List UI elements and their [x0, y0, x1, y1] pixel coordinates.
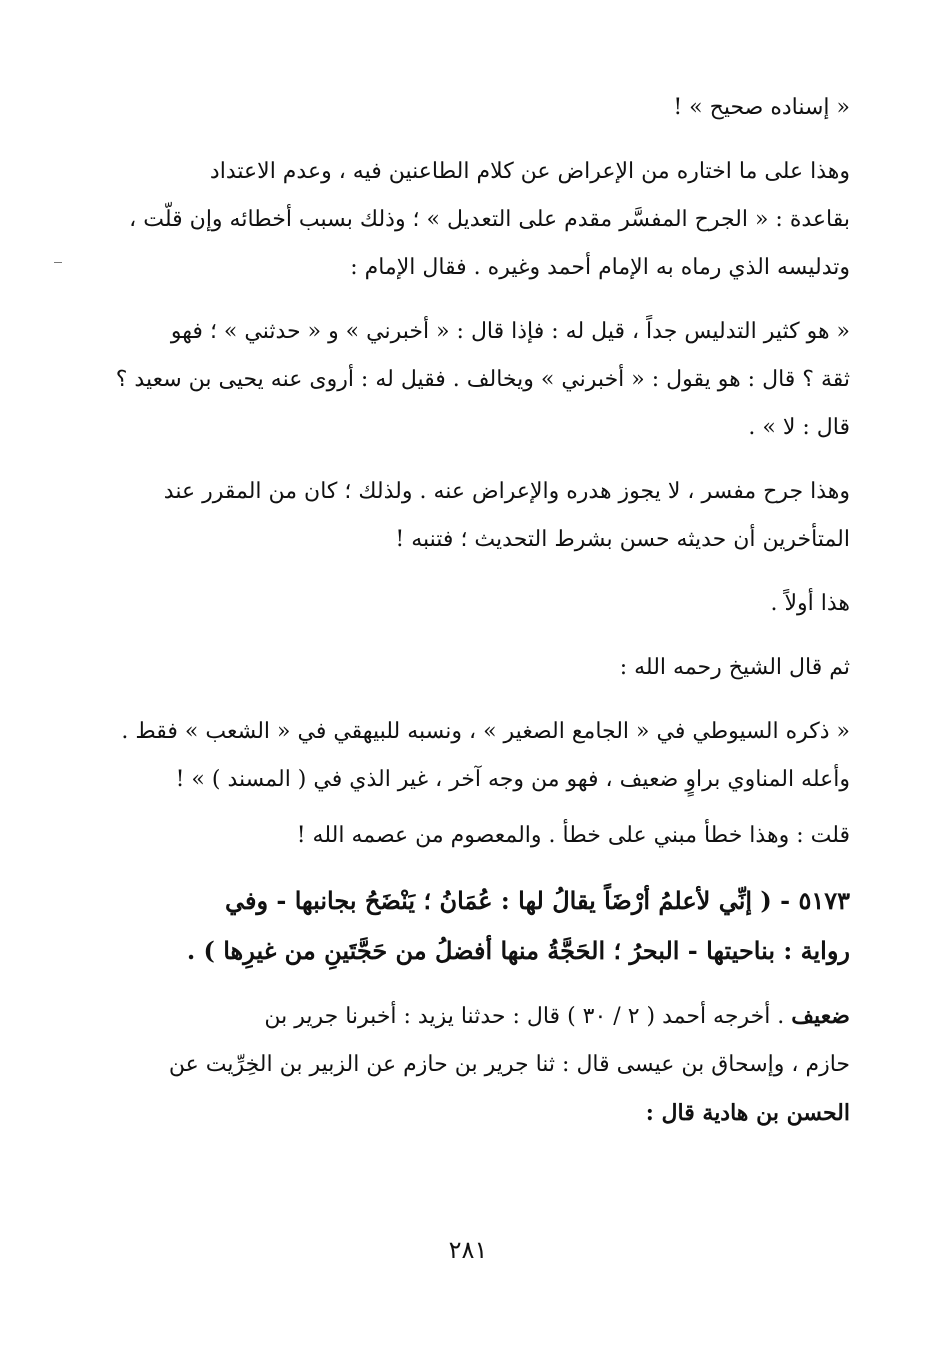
takhrij-text: . أخرجه أحمد ( ٢ / ٣٠ ) قال : حدثنا يزيد : أخبرنا جرير بن [264, 1004, 792, 1029]
text-line [108, 992, 850, 1041]
hadith-line: ٥١٧٣ - ( إنِّي لأعلمُ أرْضَاً يقالُ لها : عُمَانُ ؛ يَنْضَحُ بجانبها - وفي [225, 886, 850, 915]
text-line: قلت : وهذا خطأ مبني على خطأ . والمعصوم من عصمه الله ! [296, 823, 850, 848]
margin-mark [54, 262, 62, 263]
paragraph-khata [108, 812, 850, 860]
paragraph-shaykh-said [108, 644, 850, 692]
text-line: وهذا على ما اختاره من الإعراض عن كلام الطاعنين فيه ، وعدم الاعتداد [209, 159, 850, 184]
text-line: وأعله المناوي براوٍ ضعيف ، فهو من وجه آخر ، غير الذي في ( المسند ) » ! [175, 767, 850, 792]
text-line: قال : لا » . [748, 415, 850, 440]
paragraph-awwalan [108, 580, 850, 628]
takhrij-paragraph [108, 992, 850, 1137]
text-line: ثم قال الشيخ رحمه الله : [619, 655, 850, 680]
text-line: « هو كثير التدليس جداً ، قيل له : فإذا قال : « أخبرني » و « حدثني » ؛ فهو [170, 319, 850, 344]
text-line: هذا أولاً . [770, 591, 850, 616]
page-body [108, 84, 850, 1137]
text-line: « ذكره السيوطي في « الجامع الصغير » ، ونسبه للبيهقي في « الشعب » فقط . [121, 719, 850, 744]
text-line: ثقة ؟ قال : هو يقول : « أخبرني » ويخالف . فقيل له : أروى عنه يحيى بن سعيد ؟ [115, 367, 850, 392]
quote-isnad [108, 84, 850, 132]
text-line: الحسن بن هادية قال : [645, 1100, 850, 1126]
hadith-text [108, 876, 850, 976]
quote-suyuti [108, 708, 850, 804]
page-number: ٢٨١ [448, 1236, 488, 1264]
hadith-line: رواية : بناحيتها - البحرُ ؛ الحَجَّةُ منها أفضلُ من حَجَّتَينِ من غيرِها ) . [186, 936, 850, 965]
text-line: وهذا جرح مفسر ، لا يجوز هدره والإعراض عنه . ولذلك ؛ كان من المقرر عند [163, 479, 850, 504]
paragraph-irad [108, 148, 850, 292]
quote-imam-ahmad [108, 308, 850, 452]
text-line: وتدليسه الذي رماه به الإمام أحمد وغيره . فقال الإمام : [350, 255, 850, 280]
grading-label: ضعيف [791, 1003, 850, 1029]
text-line: بقاعدة : « الجرح المفسَّر مقدم على التعديل » ؛ وذلك بسبب أخطائه وإن قلّت ، [129, 207, 850, 232]
text-line: حازم ، وإسحاق بن عيسى قال : ثنا جرير بن حازم عن الزبير بن الخِرِّيت عن [168, 1052, 850, 1077]
text-line: « إسناده صحيح » ! [673, 95, 850, 120]
text-line: المتأخرين أن حديثه حسن بشرط التحديث ؛ فتنبه ! [395, 527, 850, 552]
paragraph-jarh-mufassar [108, 468, 850, 564]
